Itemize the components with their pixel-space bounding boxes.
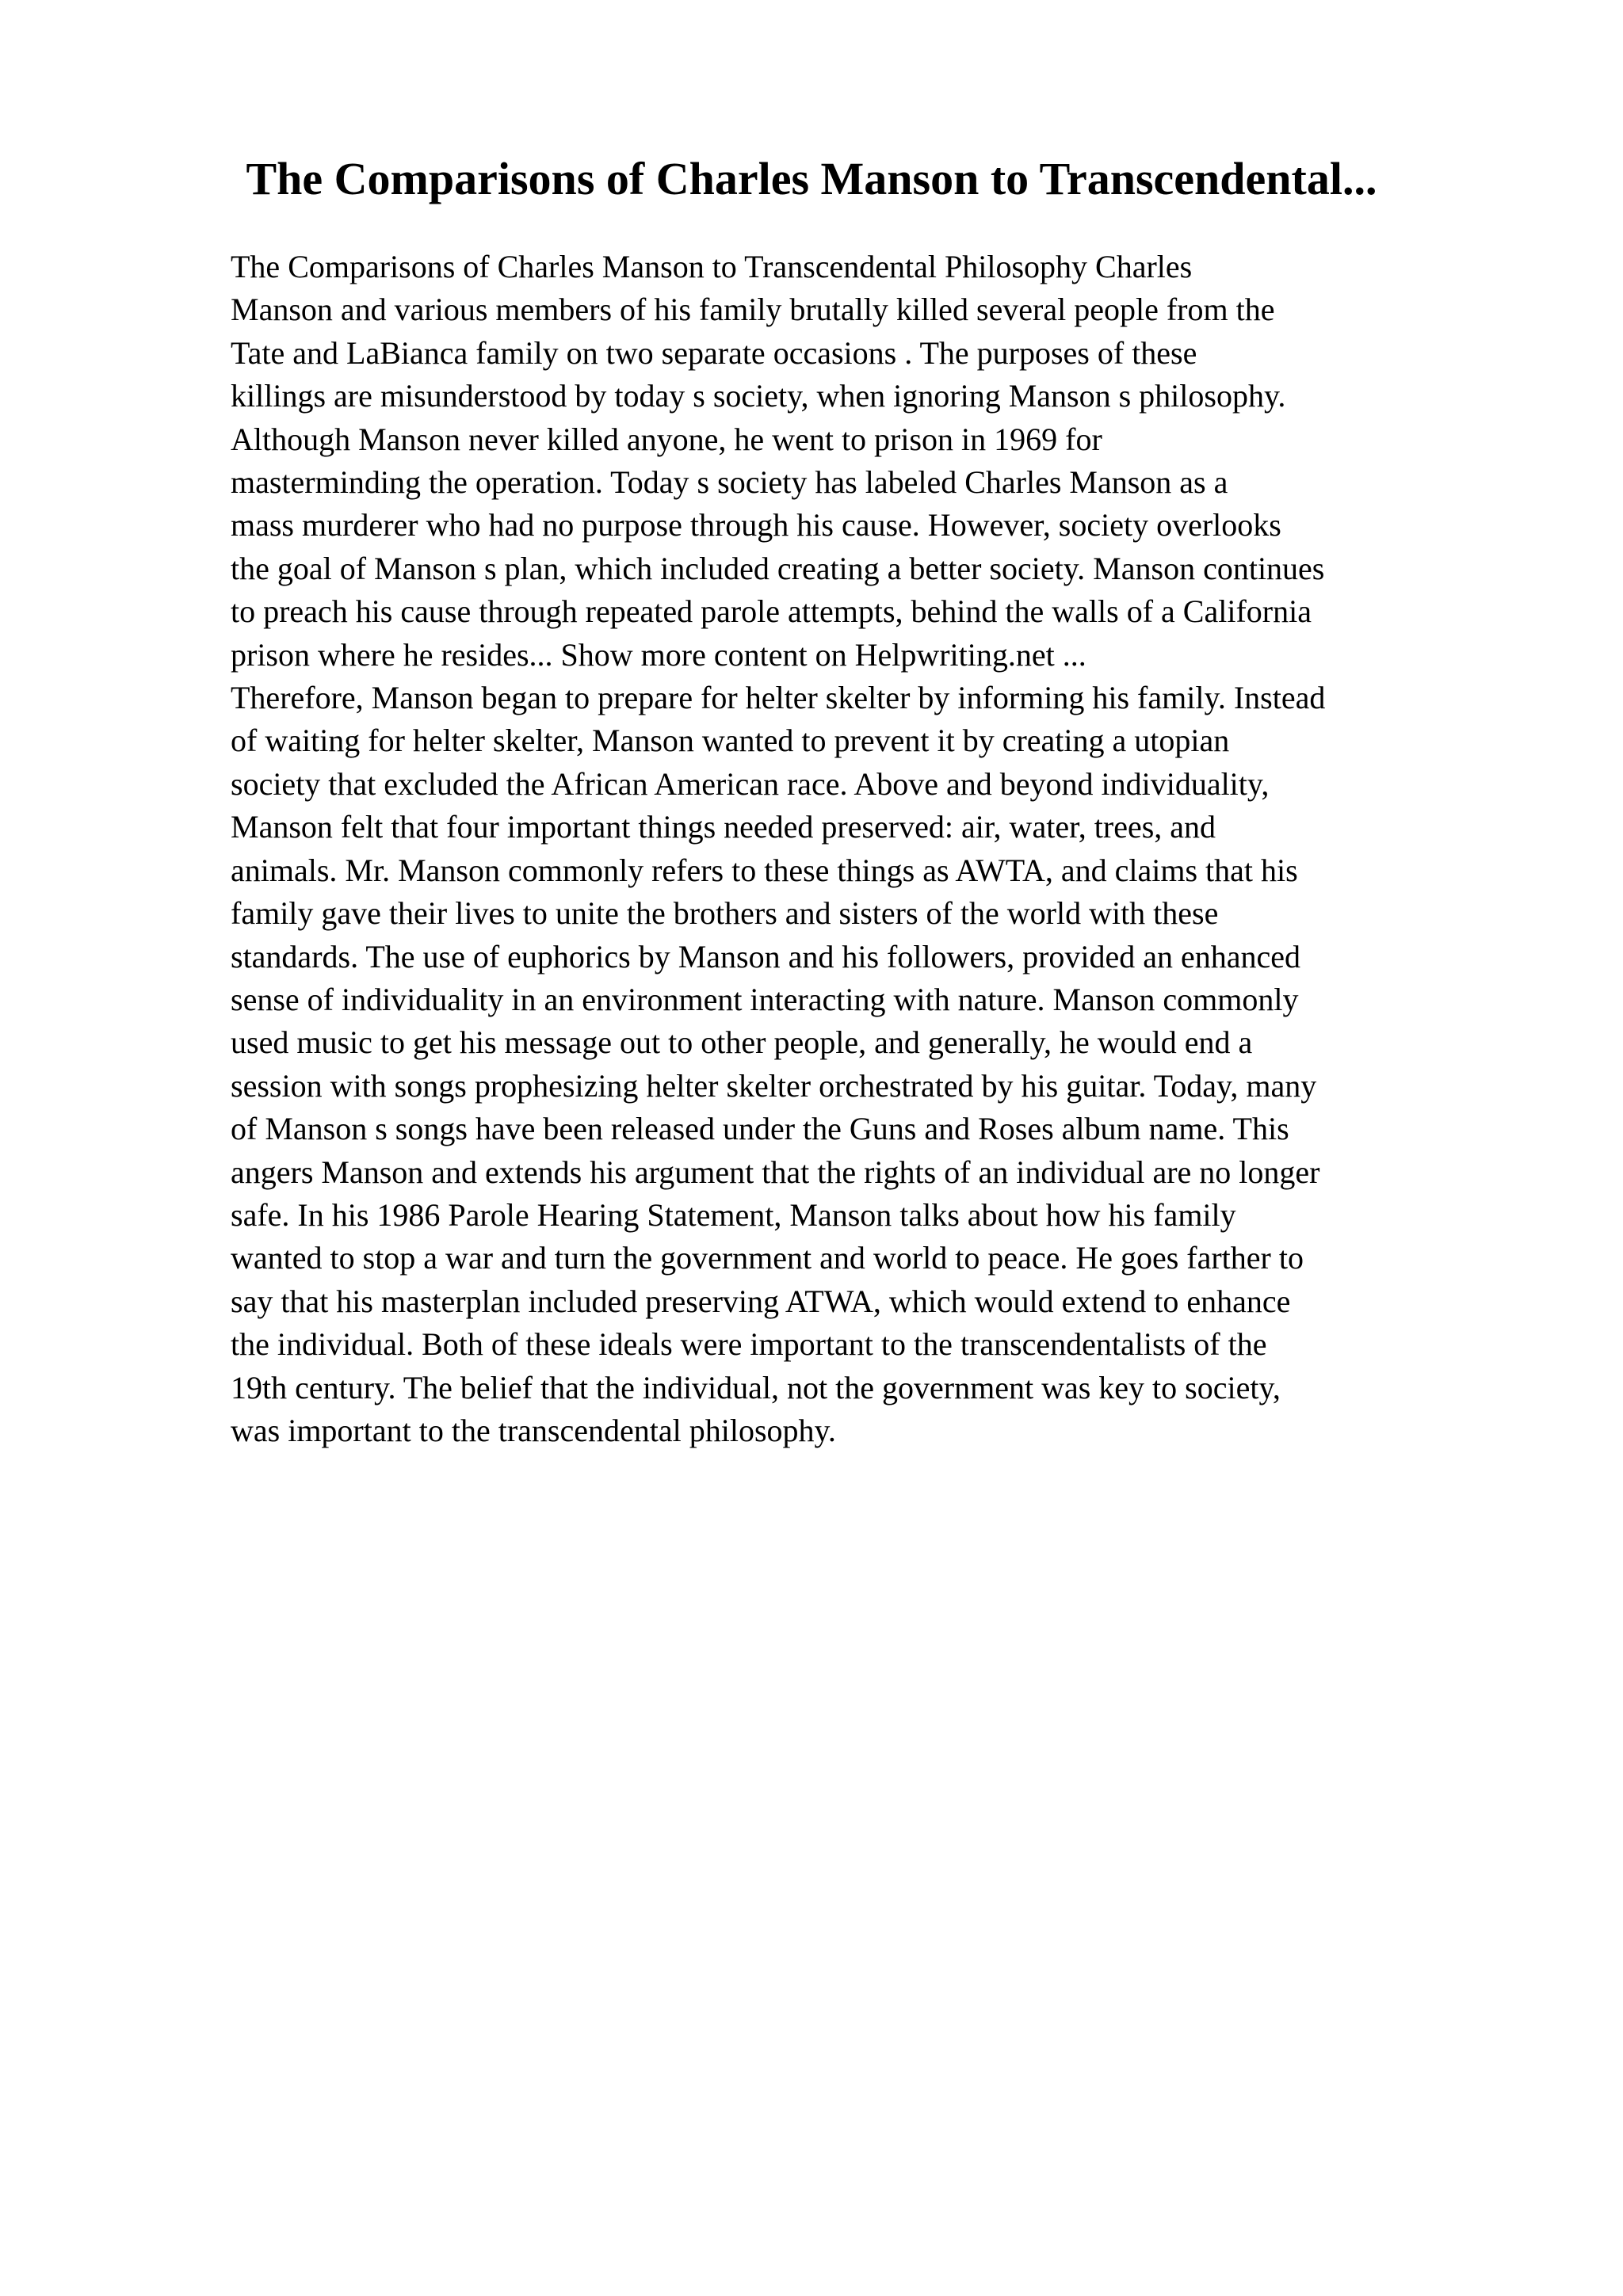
body-line: society that excluded the African American race. Above and beyond individuality, bbox=[231, 765, 1270, 802]
body-line: Although Manson never killed anyone, he went to prison in 1969 for bbox=[231, 421, 1102, 457]
body-line: Tate and LaBianca family on two separate occasions . The purposes of these bbox=[231, 334, 1197, 371]
body-line: Therefore, Manson began to prepare for helter skelter by informing his family. Instead bbox=[231, 680, 1326, 716]
body-line: angers Manson and extends his argument that the rights of an individual are no longer bbox=[231, 1154, 1320, 1190]
body-line: family gave their lives to unite the brothers and sisters of the world with these bbox=[231, 895, 1219, 932]
body-line: of Manson s songs have been released under the Guns and Roses album name. This bbox=[231, 1111, 1289, 1147]
body-line: session with songs prophesizing helter skelter orchestrated by his guitar. Today, many bbox=[231, 1067, 1317, 1104]
body-line: say that his masterplan included preserving ATWA, which would extend to enhance bbox=[231, 1283, 1291, 1319]
body-line: safe. In his 1986 Parole Hearing Statement, Manson talks about how his family bbox=[231, 1196, 1236, 1233]
body-line: animals. Mr. Manson commonly refers to these things as AWTA, and claims that his bbox=[231, 852, 1298, 888]
document-body bbox=[231, 246, 1530, 1452]
body-line: wanted to stop a war and turn the government and world to peace. He goes farther to bbox=[231, 1240, 1304, 1276]
body-line: Manson felt that four important things needed preserved: air, water, trees, and bbox=[231, 809, 1216, 845]
body-line: of waiting for helter skelter, Manson wanted to prevent it by creating a utopian bbox=[231, 723, 1230, 759]
body-line: used music to get his message out to other people, and generally, he would end a bbox=[231, 1024, 1253, 1061]
body-line: the individual. Both of these ideals were important to the transcendentalists of the bbox=[231, 1326, 1267, 1363]
body-line: masterminding the operation. Today s society has labeled Charles Manson as a bbox=[231, 464, 1228, 501]
body-line: prison where he resides... Show more content on Helpwriting.net ... bbox=[231, 636, 1086, 673]
body-line: 19th century. The belief that the individual, not the government was key to society, bbox=[231, 1369, 1281, 1405]
body-line: the goal of Manson s plan, which included creating a better society. Manson continues bbox=[231, 550, 1325, 586]
body-line: was important to the transcendental philosophy. bbox=[231, 1412, 836, 1448]
body-line: to preach his cause through repeated parole attempts, behind the walls of a California bbox=[231, 593, 1312, 630]
body-line: killings are misunderstood by today s society, when ignoring Manson s philosophy. bbox=[231, 378, 1286, 414]
body-line: Manson and various members of his family brutally killed several people from the bbox=[231, 292, 1275, 328]
body-line: sense of individuality in an environment interacting with nature. Manson commonly bbox=[231, 981, 1299, 1017]
body-line: The Comparisons of Charles Manson to Transcendental Philosophy Charles bbox=[231, 249, 1193, 284]
body-line: standards. The use of euphorics by Manson and his followers, provided an enhanced bbox=[231, 938, 1301, 974]
document-title: The Comparisons of Charles Manson to Transcendental... bbox=[246, 153, 1377, 204]
body-line: mass murderer who had no purpose through his cause. However, society overlooks bbox=[231, 507, 1281, 543]
